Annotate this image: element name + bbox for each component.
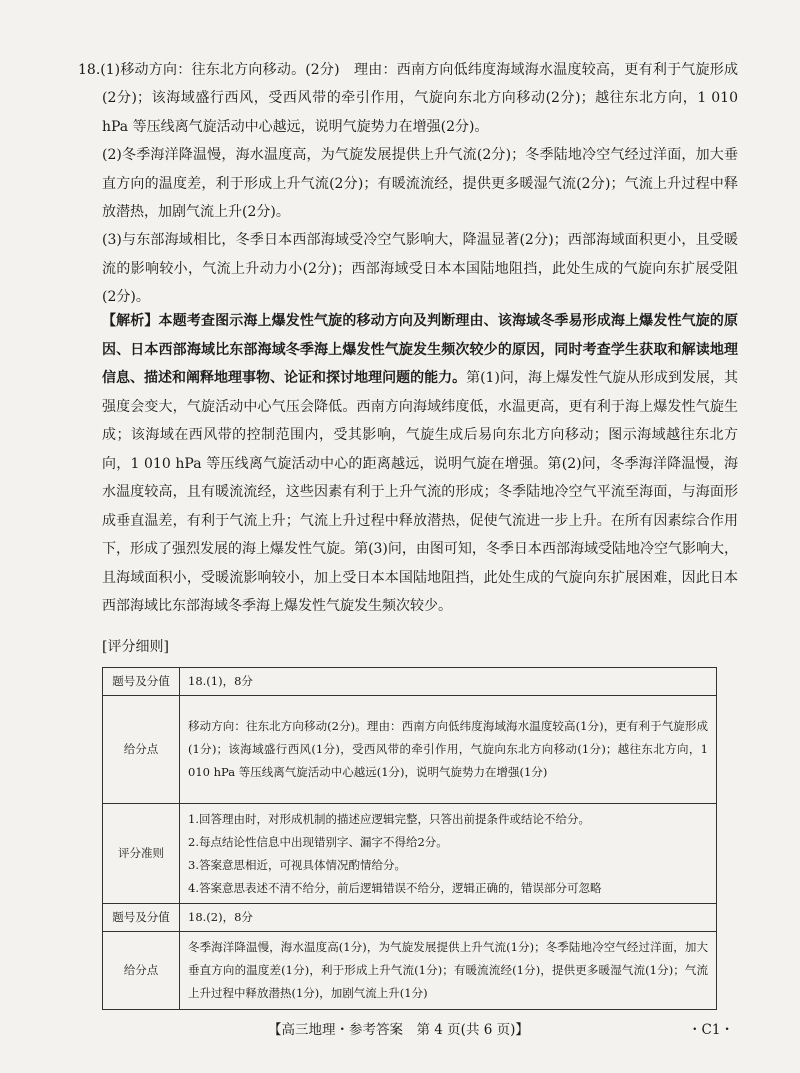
criteria-item: 3.答案意思相近，可视具体情况酌情给分。 bbox=[188, 857, 406, 872]
row-header: 评分准则 bbox=[103, 804, 180, 904]
analysis-text: 第(1)问，海上爆发性气旋从形成到发展，其强度会变大，气旋活动中心气压会降低。西南方向海域纬度低，水温更高，更有利于海上爆发性气旋生成；该海域在西风带的控制范围内，受其影响，气旋生成后易向东北方向移动；图示海域越往东北方向，1 010 hPa 等压线离气旋活动中心的距离越远，说明气旋在增强。第(2)问，冬季海洋降温慢，海水温度较高，且有暖流流经，这些因素有利于上升气流的形成；冬季陆地冷空气平流至海面，与海面形成垂直温差，有利于气流上升；气流上升过程中释放潜热，促使气流进一步上升。在所有因素综合作用下，形成了强烈发展的海上爆发性气旋。第(3)问，由图可知，冬季日本西部海域受陆地冷空气影响大，且海域面积小，受暖流影响较小，加上受日本本国陆地阻挡，此处生成的气旋向东扩展困难，因此日本西部海域比东部海域冬季海上爆发性气旋发生频次较少。 bbox=[102, 370, 738, 614]
criteria-item: 4.答案意思表述不清不给分，前后逻辑错误不给分，逻辑正确的，错误部分可忽略 bbox=[188, 880, 602, 895]
page-code: ・C1・ bbox=[688, 1022, 734, 1038]
row-header: 给分点 bbox=[103, 932, 180, 1010]
row-header: 题号及分值 bbox=[103, 668, 180, 696]
analysis-bold-text: 本题考查图示海上爆发性气旋的移动方向及判断理由、该海域冬季易形成海上爆发性气旋的原因、日本西部海域比东部海域冬季海上爆发性气旋发生频次较少的原因，同时考查学生获取和解读地理信息、描述和阐释地理事物、论证和探讨地理问题的能力。 bbox=[102, 313, 738, 386]
analysis-block bbox=[102, 307, 738, 621]
table-row bbox=[103, 904, 717, 932]
grading-table bbox=[102, 667, 717, 1010]
table-row bbox=[103, 804, 717, 904]
page-footer: 【高三地理・参考答案 第 4 页(共 6 页)】 bbox=[268, 1022, 529, 1038]
row-content: 冬季海洋降温慢，海水温度高(1分)，为气旋发展提供上升气流(1分)；冬季陆地冷空气经过洋面，加大垂直方向的温度差(1分)，利于形成上升气流(1分)；有暖流流经(1分)，提供更多暖湿气流(1分)；气流上升过程中释放潜热(1分)，加剧气流上升(1分) bbox=[180, 932, 717, 1010]
answer-18-3: (3)与东部海域相比，冬季日本西部海域受冷空气影响大，降温显著(2分)；西部海域面积更小，且受暖流的影响较小，气流上升动力小(2分)；西部海域受日本本国陆地阻挡，此处生成的气旋向东扩展受阻(2分)。 bbox=[102, 232, 738, 306]
analysis-label: 【解析】 bbox=[102, 313, 159, 329]
row-content: 18.(2)，8分 bbox=[180, 904, 717, 932]
criteria-item: 2.每点结论性信息中出现错别字、漏字不得给2分。 bbox=[188, 834, 448, 849]
grading-section-title: [评分细则] bbox=[102, 639, 169, 655]
answer-18-2: (2)冬季海洋降温慢，海水温度高，为气旋发展提供上升气流(2分)；冬季陆地冷空气经过洋面，加大垂直方向的温度差，利于形成上升气流(2分)；有暖流流经，提供更多暖湿气流(2分)；气流上升过程中释放潜热，加剧气流上升(2分)。 bbox=[102, 147, 738, 221]
answer-block bbox=[78, 56, 738, 312]
row-content: 移动方向：往东北方向移动(2分)。理由：西南方向低纬度海域海水温度较高(1分)，更有利于气旋形成(1分)；该海域盛行西风(1分)，受西风带的牵引作用，气旋向东北方向移动(1分)；越往东北方向，1 010 hPa 等压线离气旋活动中心越远(1分)，说明气旋势力在增强(1分) bbox=[180, 696, 717, 804]
row-header: 给分点 bbox=[103, 696, 180, 804]
row-header: 题号及分值 bbox=[103, 904, 180, 932]
table-row bbox=[103, 668, 717, 696]
row-content: 18.(1)，8分 bbox=[180, 668, 717, 696]
criteria-cell bbox=[180, 804, 717, 904]
table-row bbox=[103, 696, 717, 804]
criteria-item: 1.回答理由时，对形成机制的描述应逻辑完整，只答出前提条件或结论不给分。 bbox=[188, 811, 590, 826]
answer-18-1: 18.(1)移动方向：往东北方向移动。(2分) 理由：西南方向低纬度海域海水温度较高，更有利于气旋形成(2分)；该海域盛行西风，受西风带的牵引作用，气旋向东北方向移动(2分)；越往东北方向，1 010 hPa 等压线离气旋活动中心越远，说明气旋势力在增强(2分)。 bbox=[78, 62, 738, 135]
table-row bbox=[103, 932, 717, 1010]
